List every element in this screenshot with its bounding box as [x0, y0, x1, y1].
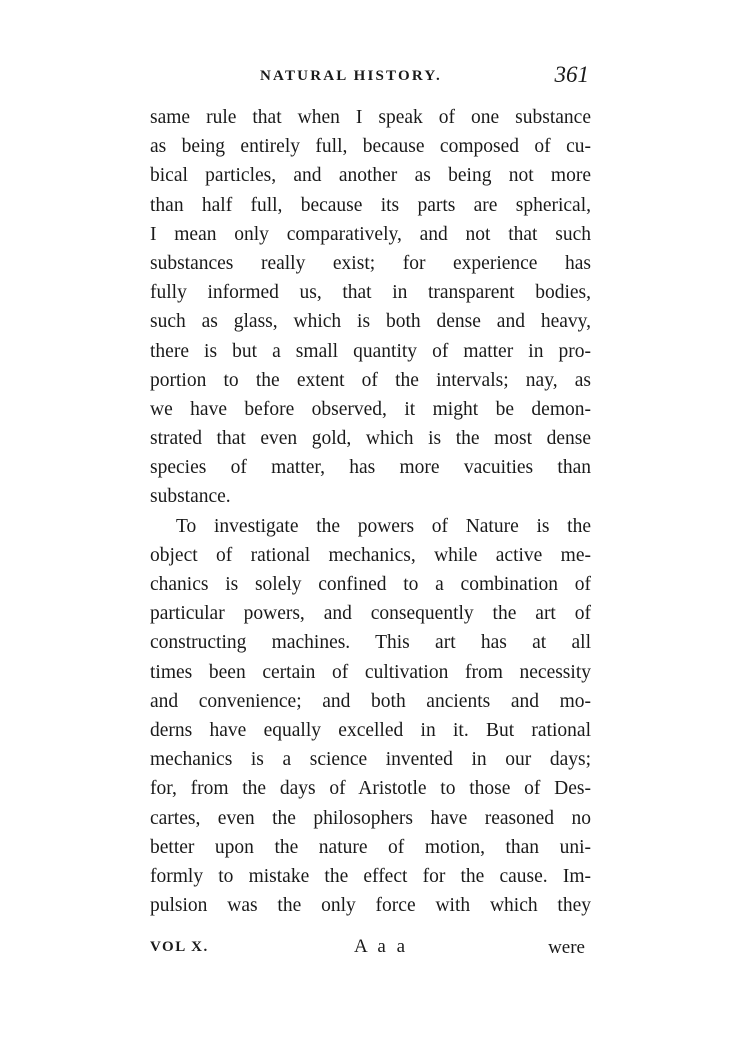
- text-line: and convenience; and both ancients and mo-: [150, 690, 591, 712]
- text-line: pulsion was the only force with which they: [150, 895, 591, 917]
- text-line: species of matter, has more vacuities than: [150, 457, 591, 479]
- text-line: fully informed us, that in transparent bodies,: [150, 282, 591, 304]
- text-line: particular powers, and consequently the art of: [150, 603, 591, 625]
- text-line: constructing machines. This art has at all: [150, 632, 591, 654]
- page-number: 361: [554, 62, 589, 87]
- text-line: for, from the days of Aristotle to those of Des-: [150, 778, 591, 800]
- text-line: I mean only comparatively, and not that such: [150, 223, 591, 245]
- text-line: we have before observed, it might be demon-: [150, 398, 591, 420]
- text-line: formly to mistake the effect for the cause. Im-: [150, 865, 591, 887]
- running-title: NATURAL HISTORY.: [260, 68, 442, 84]
- text-line: strated that even gold, which is the most dense: [150, 428, 591, 450]
- text-line: substances really exist; for experience has: [150, 252, 591, 274]
- page-footer: [150, 936, 591, 966]
- paragraph-2: [150, 512, 591, 921]
- body-text: [150, 103, 591, 920]
- volume-signature: VOL X.: [150, 939, 209, 955]
- text-line: To investigate the powers of Nature is the: [176, 515, 591, 537]
- text-line: than half full, because its parts are spherical,: [150, 194, 591, 216]
- running-head: [150, 62, 595, 92]
- text-line: substance.: [150, 486, 231, 508]
- signature-mark: A a a: [354, 936, 409, 957]
- text-line: such as glass, which is both dense and heavy,: [150, 311, 591, 333]
- text-line: object of rational mechanics, while active me-: [150, 544, 591, 566]
- text-line: portion to the extent of the intervals; nay, as: [150, 369, 591, 391]
- text-line: bical particles, and another as being not more: [150, 165, 591, 187]
- text-line: same rule that when I speak of one substance: [150, 107, 591, 128]
- paragraph-1: [150, 103, 591, 512]
- text-line: derns have equally excelled in it. But rational: [150, 719, 591, 741]
- text-line: chanics is solely confined to a combination of: [150, 574, 591, 595]
- text-line: better upon the nature of motion, than uni-: [150, 836, 591, 858]
- text-line: as being entirely full, because composed of cu-: [150, 136, 591, 158]
- text-line: cartes, even the philosophers have reasoned no: [150, 807, 591, 829]
- catchword: were: [548, 937, 585, 958]
- text-line: mechanics is a science invented in our days;: [150, 749, 591, 771]
- text-line: there is but a small quantity of matter in pro-: [150, 340, 591, 362]
- text-line: times been certain of cultivation from necessity: [150, 661, 591, 683]
